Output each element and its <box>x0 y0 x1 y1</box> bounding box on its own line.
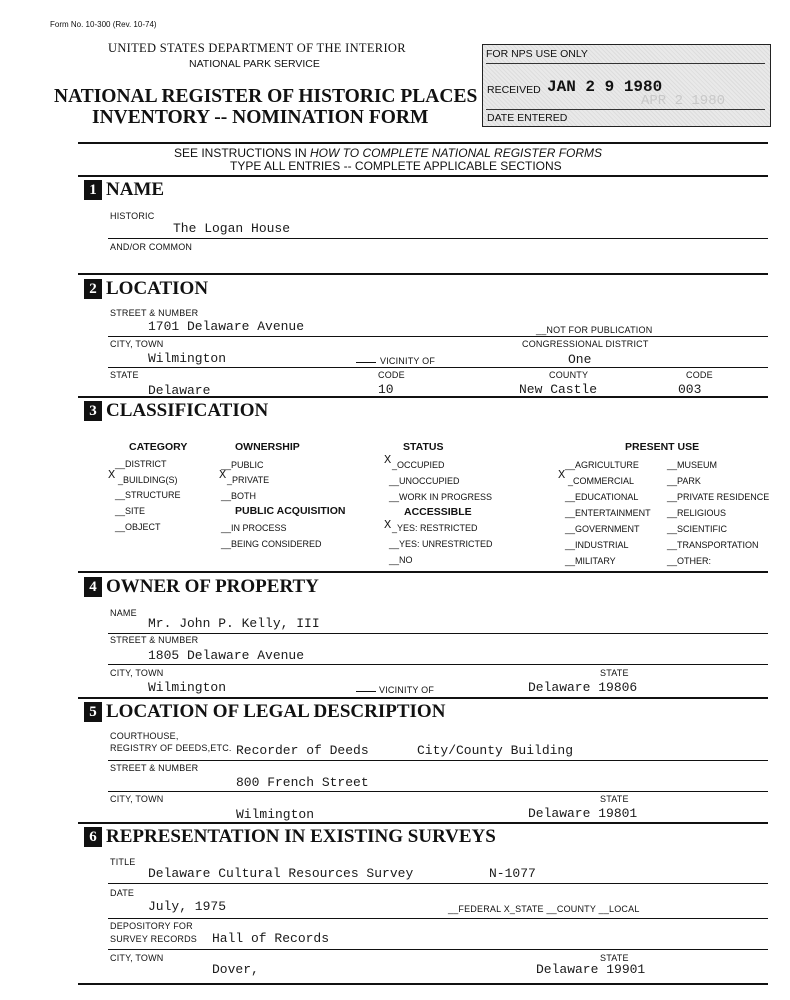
rule <box>108 918 768 919</box>
city-label: CITY, TOWN <box>110 339 164 349</box>
owner-city-label: CITY, TOWN <box>110 668 164 678</box>
ownership-header: OWNERSHIP <box>235 441 300 453</box>
accessible-header: ACCESSIBLE <box>404 506 472 518</box>
owner-street-label: STREET & NUMBER <box>110 635 199 645</box>
survey-id-value: N-1077 <box>489 866 536 881</box>
ownership-public: __PUBLIC <box>221 460 264 470</box>
section-number: 5 <box>84 702 102 722</box>
code-value: 10 <box>378 382 394 397</box>
use-religious: __RELIGIOUS <box>667 508 727 518</box>
congressional-value: One <box>568 352 592 367</box>
status-occupied: _OCCUPIED <box>392 460 445 470</box>
rule <box>78 142 768 144</box>
section-number: 6 <box>84 827 102 847</box>
use-industrial: __INDUSTRIAL <box>565 540 629 550</box>
ownership-private: _PRIVATE <box>227 475 270 485</box>
rule <box>78 571 768 573</box>
owner-vicinity-label: VICINITY OF <box>379 685 435 695</box>
category-site: __SITE <box>115 506 146 516</box>
use-entertainment: __ENTERTAINMENT <box>565 508 651 518</box>
category-header: CATEGORY <box>129 441 188 453</box>
county-label: COUNTY <box>549 370 589 380</box>
category-building: _BUILDING(S) <box>118 475 178 485</box>
depository-value: Hall of Records <box>212 931 330 946</box>
section-title: OWNER OF PROPERTY <box>106 576 319 597</box>
registry-building-value: City/County Building <box>417 743 574 758</box>
legal-state-label: STATE <box>600 794 629 804</box>
status-mark: X <box>384 453 392 467</box>
form-title-line2: INVENTORY -- NOMINATION FORM <box>92 107 429 128</box>
rule <box>108 949 768 950</box>
owner-street-value: 1805 Delaware Avenue <box>148 648 305 663</box>
not-for-publication: __NOT FOR PUBLICATION <box>536 325 653 335</box>
survey-levels: __FEDERAL X_STATE __COUNTY __LOCAL <box>448 904 640 914</box>
accessible-unrestricted: __YES: UNRESTRICTED <box>389 539 493 549</box>
use-other: __OTHER: <box>667 556 712 566</box>
section-number: 4 <box>84 577 102 597</box>
common-name-label: AND/OR COMMON <box>110 242 193 252</box>
county-code-value: 003 <box>678 382 702 397</box>
status-header: STATUS <box>403 441 444 453</box>
rule <box>78 697 768 699</box>
owner-city-value: Wilmington <box>148 680 227 695</box>
use-mark: X <box>558 468 566 482</box>
historic-name-value: The Logan House <box>173 221 291 236</box>
rule <box>78 983 768 985</box>
use-private-residence: __PRIVATE RESIDENCE <box>667 492 770 502</box>
acquisition-in-process: __IN PROCESS <box>221 523 287 533</box>
city-value: Wilmington <box>148 351 227 366</box>
accessible-mark: X <box>384 518 392 532</box>
rule <box>108 367 768 368</box>
legal-city-label: CITY, TOWN <box>110 794 164 804</box>
owner-name-label: NAME <box>110 608 137 618</box>
survey-records-label: SURVEY RECORDS <box>110 934 197 944</box>
use-transportation: __TRANSPORTATION <box>667 540 759 550</box>
category-object: __OBJECT <box>115 522 161 532</box>
use-government: __GOVERNMENT <box>565 524 640 534</box>
date-entered-label: DATE ENTERED <box>487 112 568 124</box>
section-title: LOCATION <box>106 278 209 299</box>
ownership-mark: X <box>219 468 227 482</box>
rule <box>108 238 768 239</box>
section-number: 2 <box>84 279 102 299</box>
survey-state-label: STATE <box>600 953 629 963</box>
received-stamp: JAN 2 9 1980 <box>547 78 663 96</box>
survey-title-label: TITLE <box>110 857 136 867</box>
present-use-header: PRESENT USE <box>625 441 700 453</box>
owner-name-value: Mr. John P. Kelly, III <box>148 616 320 631</box>
use-museum: __MUSEUM <box>667 460 718 470</box>
rule <box>108 883 768 884</box>
rule <box>78 175 768 177</box>
street-label: STREET & NUMBER <box>110 308 199 318</box>
state-value: Delaware <box>148 383 211 398</box>
legal-street-value: 800 French Street <box>236 775 369 790</box>
rule <box>108 336 768 337</box>
acquisition-header: PUBLIC ACQUISITION <box>235 505 346 517</box>
instructions-line2: TYPE ALL ENTRIES -- COMPLETE APPLICABLE SECTIONS <box>230 159 562 173</box>
department-name: UNITED STATES DEPARTMENT OF THE INTERIOR <box>108 41 406 55</box>
survey-city-label: CITY, TOWN <box>110 953 164 963</box>
use-park: __PARK <box>667 476 701 486</box>
depository-label: DEPOSITORY FOR <box>110 921 193 931</box>
survey-title-value: Delaware Cultural Resources Survey <box>148 866 414 881</box>
faded-date-stamp: APR 2 1980 <box>641 93 726 109</box>
acquisition-considered: __BEING CONSIDERED <box>221 539 322 549</box>
use-educational: __EDUCATIONAL <box>565 492 639 502</box>
survey-date-value: July, 1975 <box>148 899 227 914</box>
ownership-both: __BOTH <box>221 491 257 501</box>
rule <box>108 760 768 761</box>
section-title: NAME <box>106 179 165 200</box>
nps-heading: FOR NPS USE ONLY <box>486 48 588 60</box>
historic-label: HISTORIC <box>110 211 155 221</box>
registry-label: REGISTRY OF DEEDS,ETC. <box>110 743 232 753</box>
survey-state-value: Delaware 19901 <box>536 962 646 977</box>
accessible-no: __NO <box>389 555 413 565</box>
status-unoccupied: __UNOCCUPIED <box>389 476 460 486</box>
accessible-restricted: _YES: RESTRICTED <box>392 523 478 533</box>
county-value: New Castle <box>519 382 598 397</box>
vicinity-blank <box>356 362 376 363</box>
received-label: RECEIVED <box>487 84 541 96</box>
nps-divider-2 <box>486 109 765 110</box>
use-commercial: _COMMERCIAL <box>568 476 635 486</box>
section-title: CLASSIFICATION <box>106 400 269 421</box>
rule <box>108 664 768 665</box>
legal-city-value: Wilmington <box>236 807 315 822</box>
section-number: 1 <box>84 180 102 200</box>
nps-use-only-box <box>482 44 771 127</box>
instructions-line1: SEE INSTRUCTIONS IN HOW TO COMPLETE NATIONAL REGISTER FORMS <box>174 146 603 160</box>
category-mark: X <box>108 468 116 482</box>
section-number: 3 <box>84 401 102 421</box>
category-district: __DISTRICT <box>115 459 167 469</box>
form-title-line1: NATIONAL REGISTER OF HISTORIC PLACES <box>54 86 478 107</box>
rule <box>108 791 768 792</box>
rule <box>108 633 768 634</box>
code-label: CODE <box>378 370 405 380</box>
owner-state-value: Delaware 19806 <box>528 680 638 695</box>
use-scientific: __SCIENTIFIC <box>667 524 728 534</box>
legal-street-label: STREET & NUMBER <box>110 763 199 773</box>
form-number: Form No. 10-300 (Rev. 10-74) <box>50 20 157 29</box>
rule <box>78 273 768 275</box>
rule <box>78 396 768 398</box>
registry-value: Recorder of Deeds <box>236 743 369 758</box>
use-agriculture: __AGRICULTURE <box>565 460 639 470</box>
nps-divider <box>486 63 765 64</box>
section-title: REPRESENTATION IN EXISTING SURVEYS <box>106 826 496 847</box>
category-structure: __STRUCTURE <box>115 490 181 500</box>
county-code-label: CODE <box>686 370 713 380</box>
congressional-label: CONGRESSIONAL DISTRICT <box>522 339 649 349</box>
service-name: NATIONAL PARK SERVICE <box>189 58 320 70</box>
rule <box>78 822 768 824</box>
legal-state-value: Delaware 19801 <box>528 806 638 821</box>
state-label: STATE <box>110 370 139 380</box>
survey-city-value: Dover, <box>212 962 259 977</box>
owner-state-label: STATE <box>600 668 629 678</box>
status-work-in-progress: __WORK IN PROGRESS <box>389 492 493 502</box>
survey-date-label: DATE <box>110 888 135 898</box>
section-title: LOCATION OF LEGAL DESCRIPTION <box>106 701 446 722</box>
use-military: __MILITARY <box>565 556 616 566</box>
street-value: 1701 Delaware Avenue <box>148 319 305 334</box>
vicinity-label: VICINITY OF <box>380 356 436 366</box>
courthouse-label: COURTHOUSE, <box>110 731 179 741</box>
vicinity-blank <box>356 691 376 692</box>
